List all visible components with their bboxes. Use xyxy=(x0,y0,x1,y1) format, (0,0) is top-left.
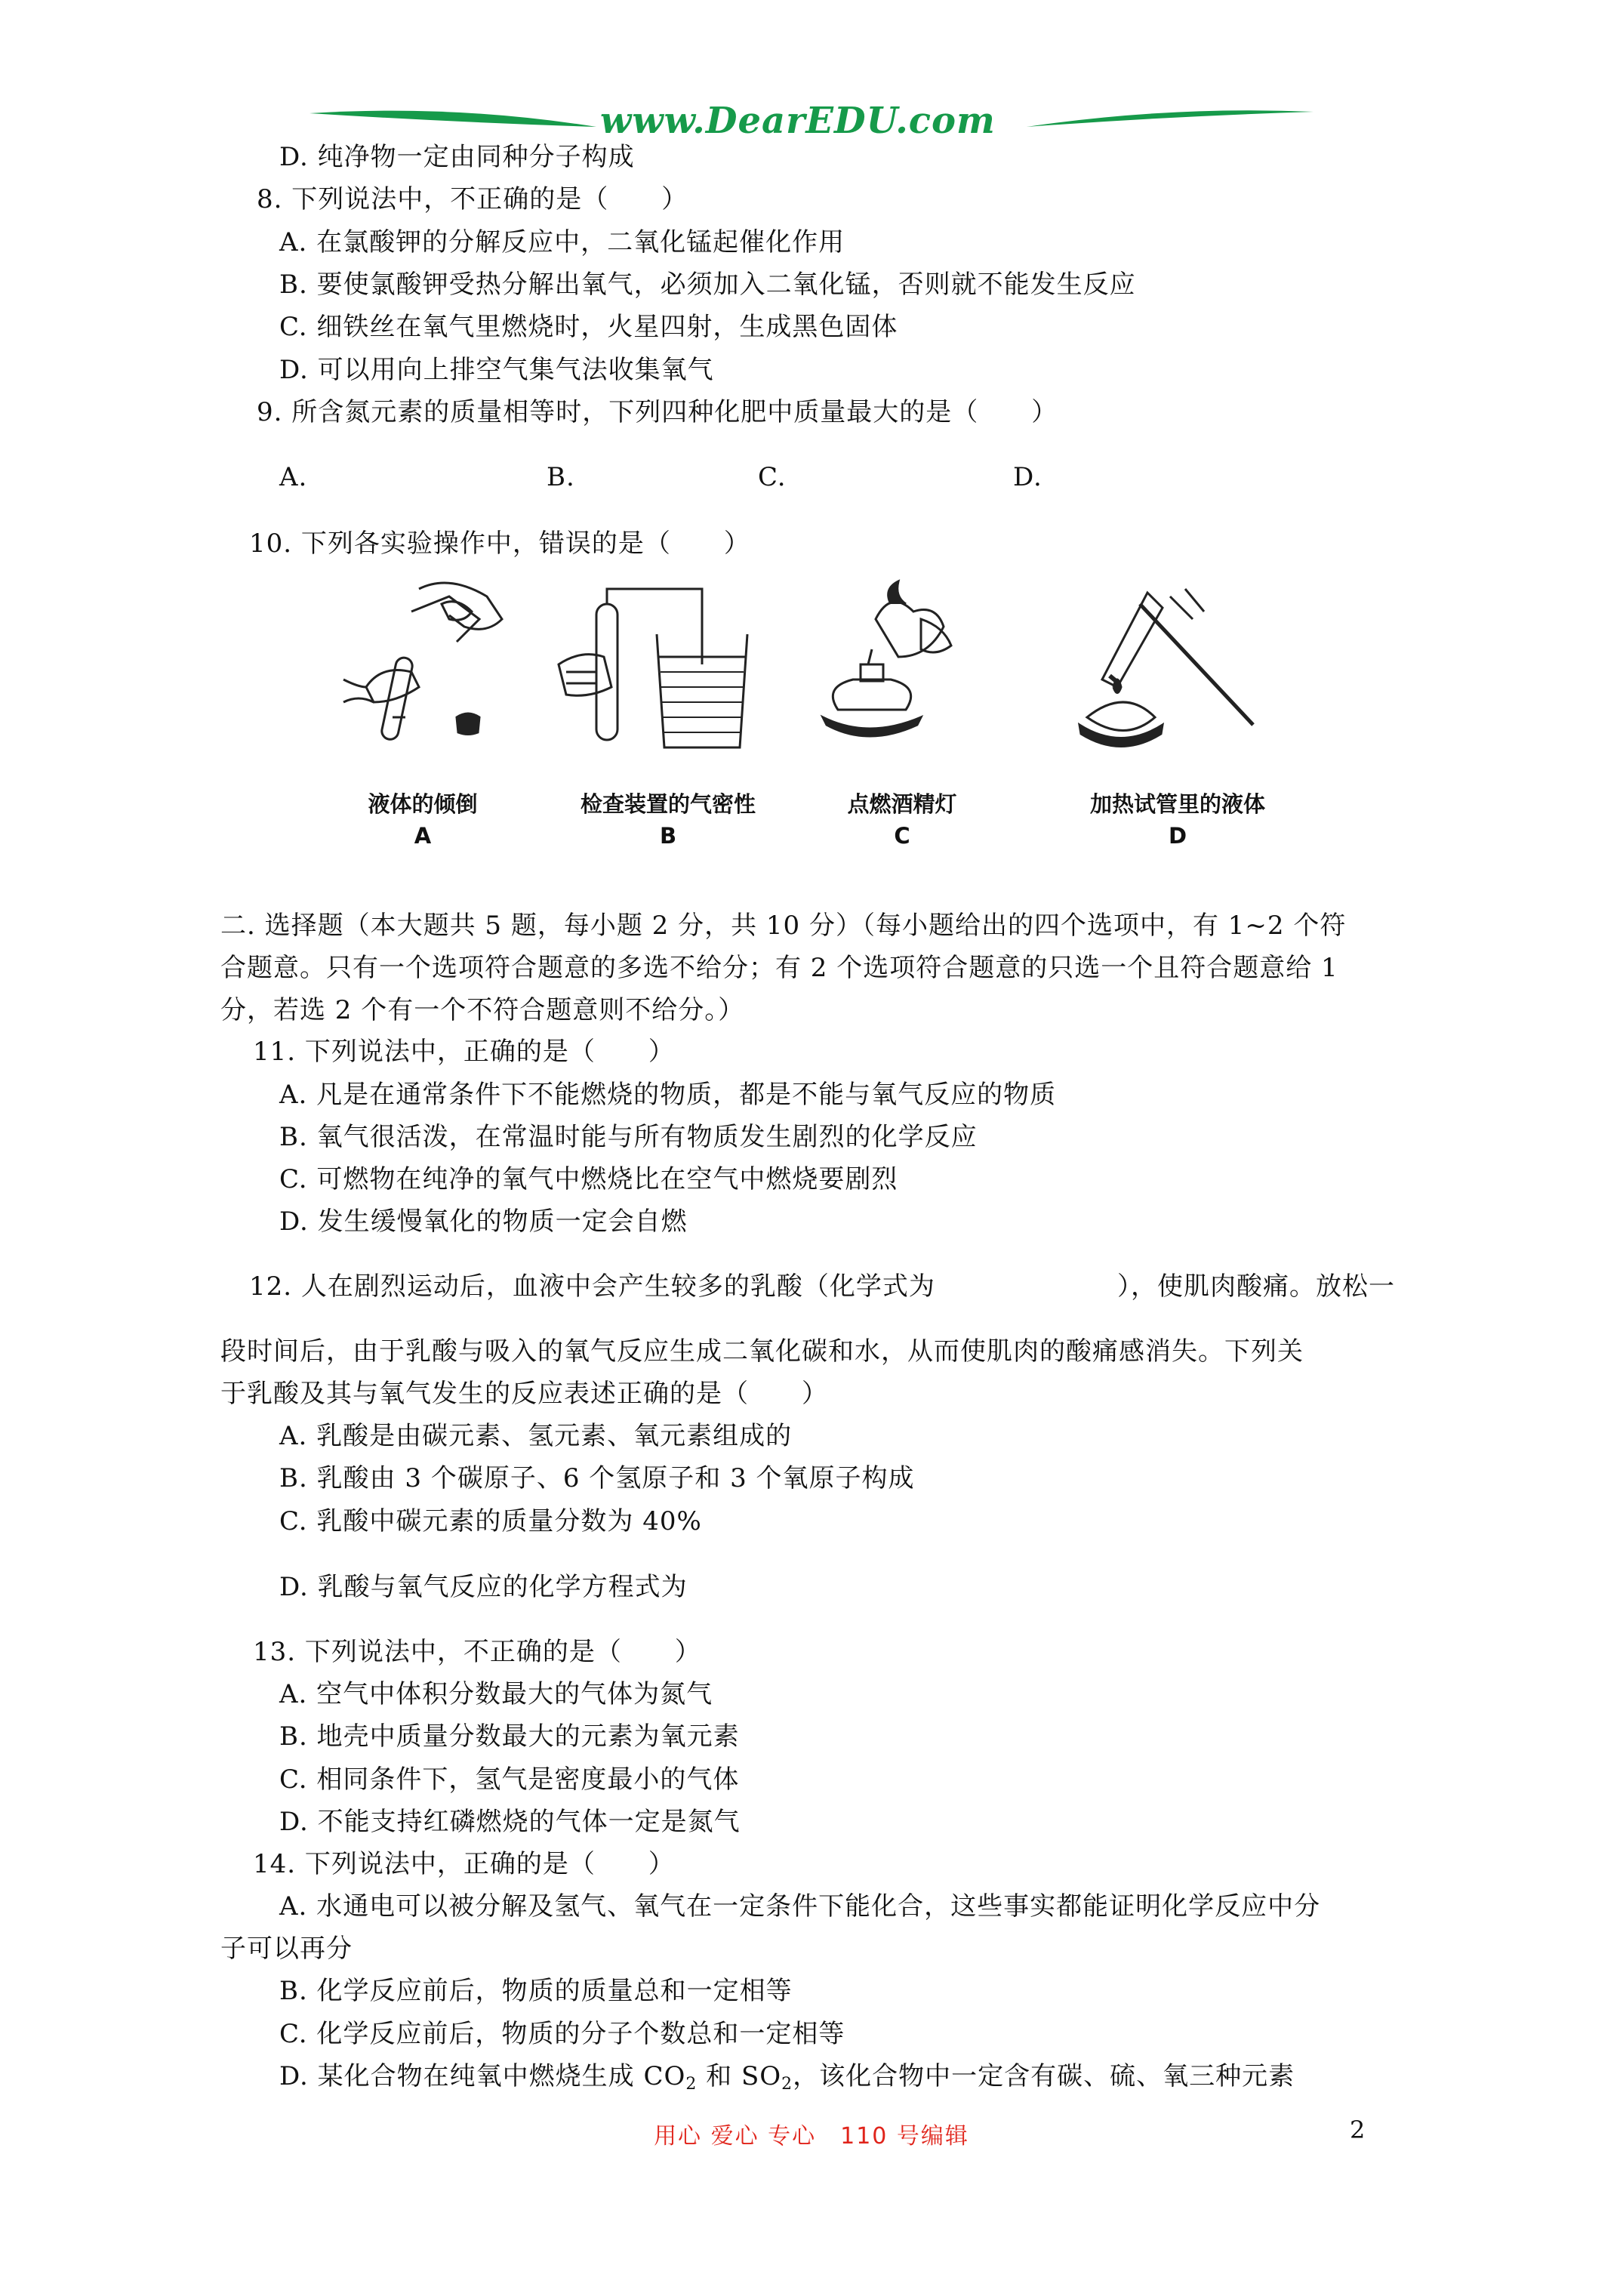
q9-option-b: B. xyxy=(547,462,575,492)
q13-stem: 13. 下列说法中，不正确的是（ ） xyxy=(253,1637,701,1667)
q12-stem-3: 于乳酸及其与氧气发生的反应表述正确的是（ ） xyxy=(220,1379,828,1409)
q12-stem-2: 段时间后，由于乳酸与吸入的氧气反应生成二氧化碳和水，从而使肌肉的酸痛感消失。下列关 xyxy=(220,1336,1304,1367)
q14-option-a-1: A. 水通电可以被分解及氢气、氧气在一定条件下能化合，这些事实都能证明化学反应中分 xyxy=(279,1891,1321,1922)
q8-option-d: D. 可以用向上排空气集气法收集氧气 xyxy=(279,355,714,385)
figure-c-letter: C xyxy=(894,823,910,849)
q12-option-d: D. 乳酸与氧气反应的化学方程式为 xyxy=(279,1572,688,1602)
liquid-pouring-icon xyxy=(336,574,562,755)
figure-d-letter: D xyxy=(1168,823,1187,849)
q9-option-c: C. xyxy=(758,462,787,492)
watermark-text: www.DearEDU.com xyxy=(600,100,996,142)
q14-option-d-text-2: 和 SO xyxy=(697,2061,782,2091)
figure-a-letter: A xyxy=(414,823,432,849)
airtightness-check-icon xyxy=(544,574,770,755)
q13-option-b: B. 地壳中质量分数最大的元素为氧元素 xyxy=(279,1721,740,1752)
section2-heading-3: 分，若选 2 个有一个不符合题意则不给分。） xyxy=(220,995,745,1025)
q13-option-a: A. 空气中体积分数最大的气体为氮气 xyxy=(279,1679,713,1709)
heating-test-tube-icon xyxy=(1072,574,1298,755)
figure-c-alcohol-lamp xyxy=(793,574,1019,755)
alcohol-lamp-icon xyxy=(793,574,1019,755)
q14-option-a-2: 子可以再分 xyxy=(220,1934,353,1964)
page-footer: 用心 爱心 专心 110 号编辑 xyxy=(654,2123,969,2150)
figure-b-letter: B xyxy=(659,823,677,849)
q8-option-a: A. 在氯酸钾的分解反应中，二氧化锰起催化作用 xyxy=(279,227,845,257)
q13-option-c: C. 相同条件下，氢气是密度最小的气体 xyxy=(279,1764,740,1795)
q11-option-d: D. 发生缓慢氧化的物质一定会自燃 xyxy=(279,1207,688,1237)
figure-b-airtightness xyxy=(544,574,770,755)
q12-stem-1-end: ），使肌肉酸痛。放松一 xyxy=(1117,1271,1395,1302)
q11-option-b: B. 氧气很活泼，在常温时能与所有物质发生剧烈的化学反应 xyxy=(279,1122,978,1152)
q8-option-b: B. 要使氯酸钾受热分解出氧气，必须加入二氧化锰，否则就不能发生反应 xyxy=(279,270,1136,300)
q12-stem-1: 12. 人在剧烈运动后，血液中会产生较多的乳酸（化学式为 xyxy=(249,1271,935,1302)
q13-option-d: D. 不能支持红磷燃烧的气体一定是氮气 xyxy=(279,1807,741,1837)
q11-option-c: C. 可燃物在纯净的氧气中燃烧比在空气中燃烧要剧烈 xyxy=(279,1164,898,1194)
q7-option-d: D. 纯净物一定由同种分子构成 xyxy=(279,142,635,172)
q12-option-c: C. 乳酸中碳元素的质量分数为 40% xyxy=(279,1506,702,1536)
q14-option-d xyxy=(279,2061,1295,2094)
q14-option-d-sub-1: 2 xyxy=(685,2075,698,2094)
figure-a-caption: 液体的倾倒 xyxy=(368,791,478,817)
q14-option-d-text-1: D. 某化合物在纯氧中燃烧生成 CO xyxy=(279,2061,686,2091)
q14-stem: 14. 下列说法中，正确的是（ ） xyxy=(253,1849,675,1879)
q9-option-d: D. xyxy=(1013,462,1042,492)
q11-option-a: A. 凡是在通常条件下不能燃烧的物质，都是不能与氧气反应的物质 xyxy=(279,1080,1057,1110)
q9-option-a: A. xyxy=(279,462,308,492)
section2-heading-1: 二. 选择题（本大题共 5 题，每小题 2 分，共 10 分）（每小题给出的四个选项中，有 1~2 个符 xyxy=(220,911,1347,941)
page-number: 2 xyxy=(1350,2116,1366,2144)
figure-d-heating-tube xyxy=(1072,574,1298,755)
figure-d-caption: 加热试管里的液体 xyxy=(1089,791,1265,817)
q9-stem: 9. 所含氮元素的质量相等时，下列四种化肥中质量最大的是（ ） xyxy=(257,397,1058,427)
q14-option-b: B. 化学反应前后，物质的质量总和一定相等 xyxy=(279,1976,793,2006)
q14-option-c: C. 化学反应前后，物质的分子个数总和一定相等 xyxy=(279,2019,845,2049)
q11-stem: 11. 下列说法中，正确的是（ ） xyxy=(253,1037,675,1067)
q14-option-d-text-3: ，该化合物中一定含有碳、硫、氧三种元素 xyxy=(793,2061,1295,2091)
figure-a-pouring xyxy=(336,574,562,755)
figure-c-caption: 点燃酒精灯 xyxy=(847,791,957,817)
q14-option-d-sub-2: 2 xyxy=(781,2075,793,2094)
q12-option-a: A. 乳酸是由碳元素、氢元素、氧元素组成的 xyxy=(279,1421,793,1451)
figure-b-caption: 检查装置的气密性 xyxy=(580,791,756,817)
q8-option-c: C. 细铁丝在氧气里燃烧时，火星四射，生成黑色固体 xyxy=(279,312,898,342)
q10-stem: 10. 下列各实验操作中，错误的是（ ） xyxy=(249,529,750,559)
q12-option-b: B. 乳酸由 3 个碳原子、6 个氢原子和 3 个氧原子构成 xyxy=(279,1463,915,1493)
section2-heading-2: 合题意。只有一个选项符合题意的多选不给分；有 2 个选项符合题意的只选一个且符合题意给 1 xyxy=(220,953,1338,983)
q8-stem: 8. 下列说法中，不正确的是（ ） xyxy=(257,184,688,214)
